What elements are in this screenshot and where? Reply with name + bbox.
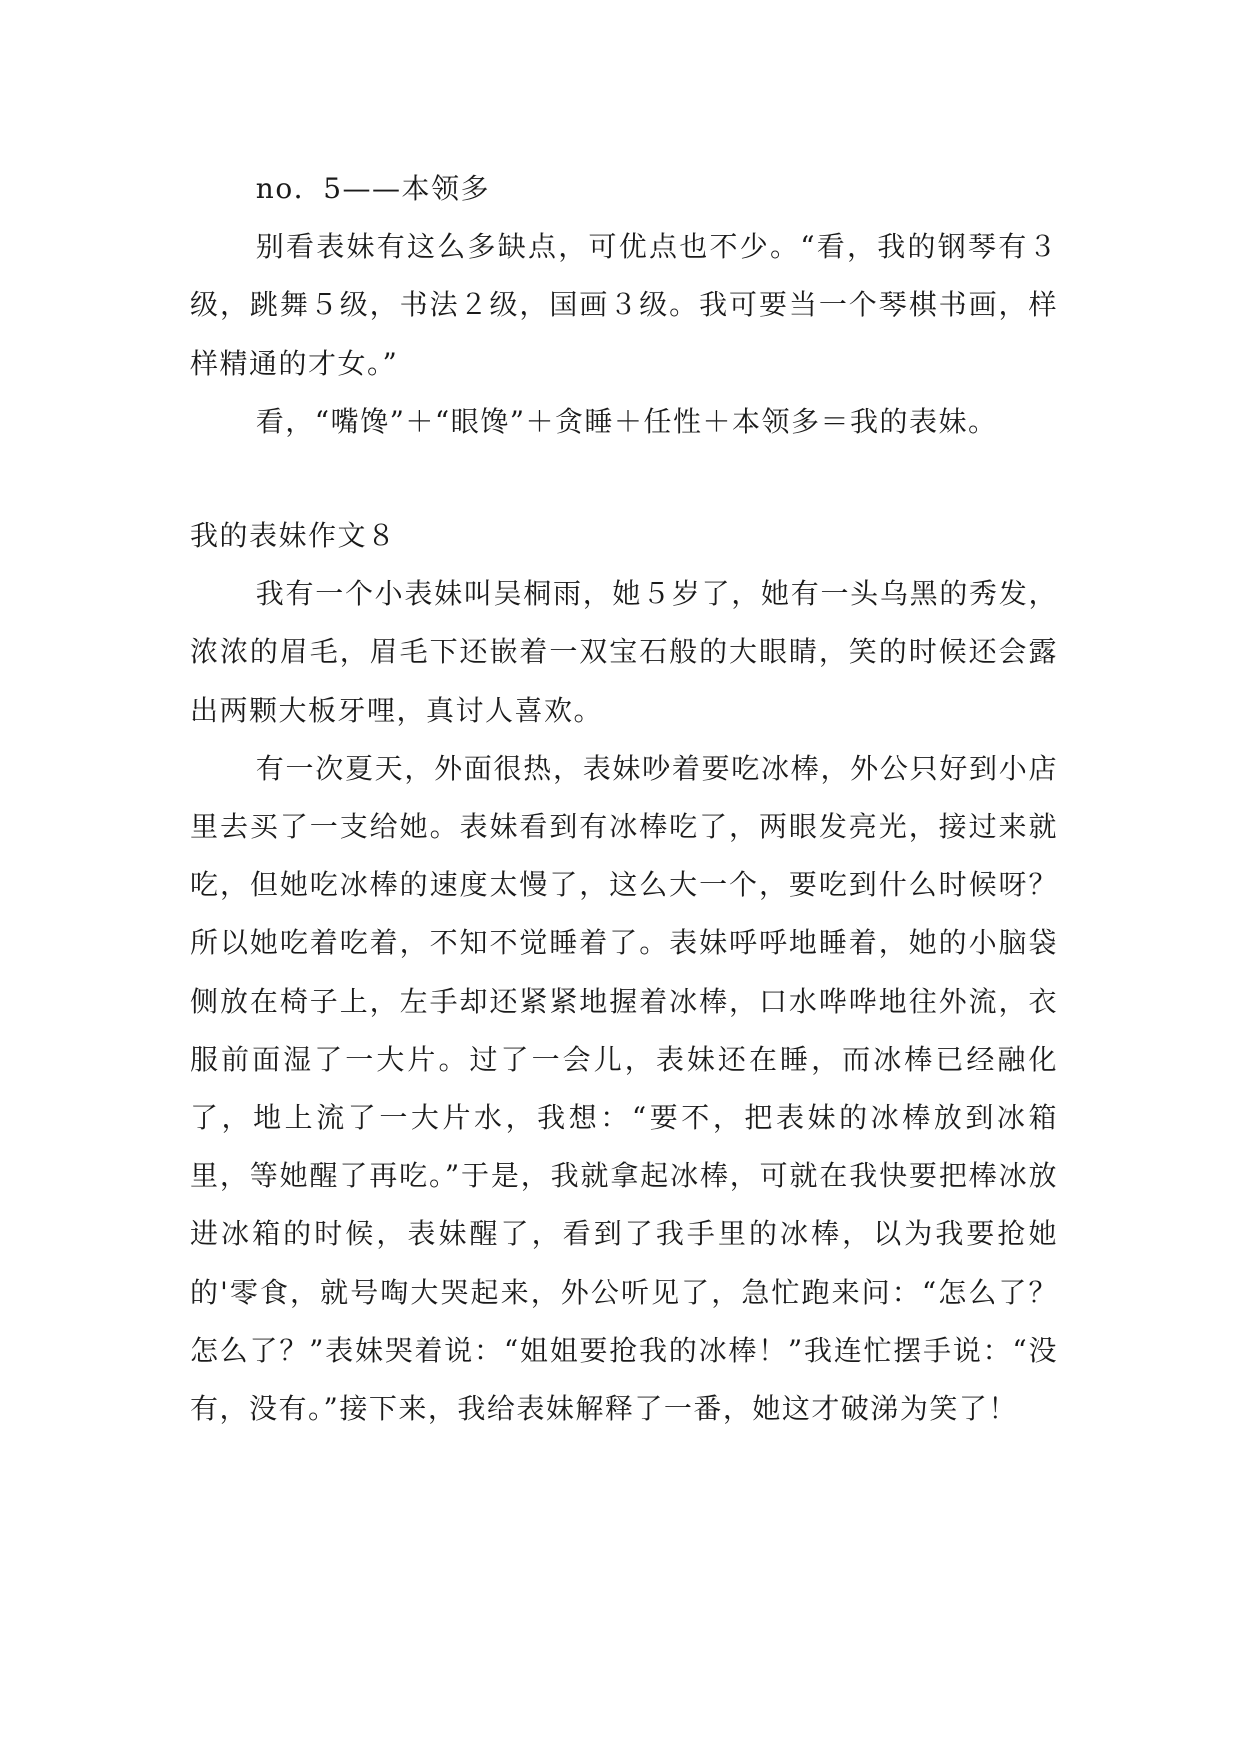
section-heading: no．5——本领多: [255, 172, 491, 205]
section-spacer: [190, 451, 1058, 507]
paragraph: 别看表妹有这么多缺点，可优点也不少。“看，我的钢琴有３级，跳舞５级，书法２级，国画３级。我可要当一个琴棋书画，样样精通的才女。”: [190, 230, 1058, 380]
essay-title: 我的表妹作文８: [190, 519, 397, 553]
paragraph: 有一次夏天，外面很热，表妹吵着要吃冰棒，外公只好到小店里去买了一支给她。表妹看到有冰棒吃了，两眼发亮光，接过来就吃，但她吃冰棒的速度太慢了，这么大一个，要吃到什么时候呀？所以她吃着吃着，不知不觉睡着了。表妹呼呼地睡着，她的小脑袋侧放在椅子上，左手却还紧紧地握着冰棒，口水哗哗地往外流，衣服前面湿了一大片。过了一会儿，表妹还在睡，而冰棒已经融化了，地上流了一大片水，我想：“要不，把表妹的冰棒放到冰箱里，等她醒了再吃。”于是，我就拿起冰棒，可就在我快要把棒冰放进冰箱的时候，表妹醒了，看到了我手里的冰棒，以为我要抢她的'零食，就号啕大哭起来，外公听见了，急忙跑来问：“怎么了？怎么了？”表妹哭着说：“姐姐要抢我的冰棒！”我连忙摆手说：“没有，没有。”接下来，我给表妹解释了一番，她这才破涕为笑了！: [190, 751, 1058, 1426]
text-column: [190, 160, 1058, 1438]
paragraph: 看，“嘴馋”＋“眼馋”＋贪睡＋任性＋本领多＝我的表妹。: [255, 404, 998, 438]
paragraph: 我有一个小表妹叫吴桐雨，她５岁了，她有一头乌黑的秀发，浓浓的眉毛，眉毛下还嵌着一双宝石般的大眼睛，笑的时候还会露出两颗大板牙哩，真讨人喜欢。: [190, 577, 1058, 727]
